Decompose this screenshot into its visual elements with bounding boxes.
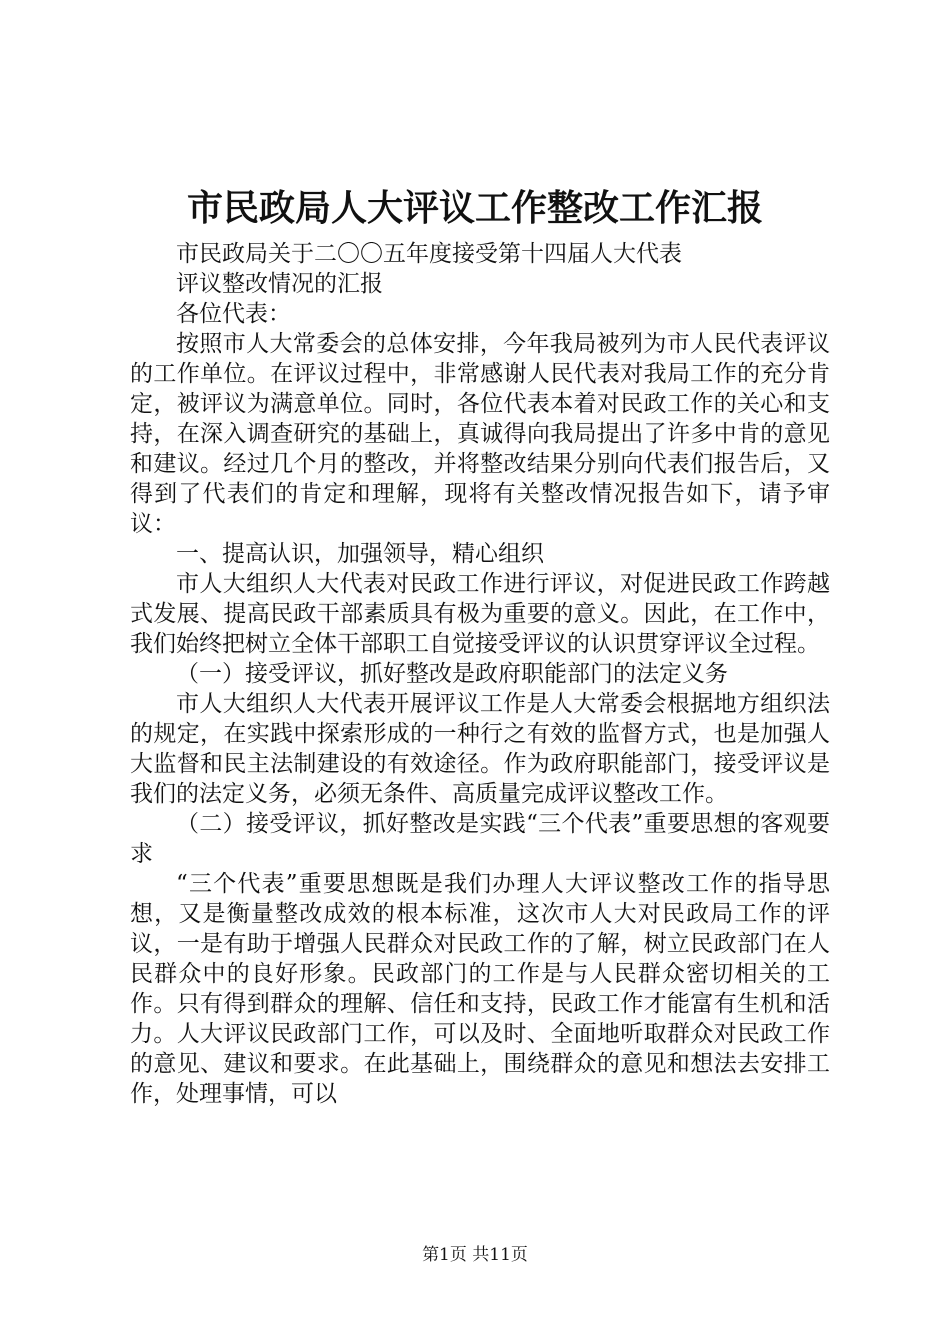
salutation: 各位代表： <box>176 301 291 327</box>
subsection-heading-1: （一）接受评议，抓好整改是政府职能部门的法定义务 <box>176 661 728 687</box>
paragraph-intro: 按照市人大常委会的总体安排，今年我局被列为市人民代表评议的工作单位。在评议过程中，非常感谢人民代表对我局工作的充分肯定，被评议为满意单位。同时，各位代表本着对民政工作的关心和支持，在深入调查研究的基础上，真诚得向我局提出了许多中肯的意见和建议。经过几个月的整改，并将整改结果分别向代表们报告后，又得到了代表们的肯定和理解，现将有关整改情况报告如下，请予审议： <box>130 331 830 537</box>
page-footer: 第1页 共11页 <box>422 1245 528 1265</box>
paragraph-section-1: 市人大组织人大代表对民政工作进行评议，对促进民政工作跨越式发展、提高民政干部素质具有极为重要的意义。因此，在工作中，我们始终把树立全体干部职工自觉接受评议的认识贯穿评议全过程。 <box>130 571 830 657</box>
document-title: 市民政局人大评议工作整改工作汇报 <box>186 187 763 229</box>
document-body <box>130 239 830 1109</box>
section-heading-1: 一、提高认识，加强领导，精心组织 <box>176 541 544 567</box>
paragraph-subsection-2: “三个代表”重要思想既是我们办理人大评议整改工作的指导思想，又是衡量整改成效的根本标准，这次市人大对民政局工作的评议，一是有助于增强人民群众对民政工作的了解，树立民政部门在人民群众中的良好形象。民政部门的工作是与人民群众密切相关的工作。只有得到群众的理解、信任和支持，民政工作才能富有生机和活力。人大评议民政部门工作，可以及时、全面地听取群众对民政工作的意见、建议和要求。在此基础上，围绕群众的意见和想法去安排工作，处理事情，可以 <box>130 871 830 1107</box>
subtitle-line-2: 评议整改情况的汇报 <box>176 271 383 297</box>
paragraph-subsection-1: 市人大组织人大代表开展评议工作是人大常委会根据地方组织法的规定，在实践中探索形成的一种行之有效的监督方式，也是加强人大监督和民主法制建设的有效途径。作为政府职能部门，接受评议是我们的法定义务，必须无条件、高质量完成评议整改工作。 <box>130 691 830 807</box>
subtitle-line-1: 市民政局关于二〇〇五年度接受第十四届人大代表 <box>176 241 682 267</box>
subsection-heading-2: （二）接受评议，抓好整改是实践“三个代表”重要思想的客观要求 <box>130 811 830 867</box>
